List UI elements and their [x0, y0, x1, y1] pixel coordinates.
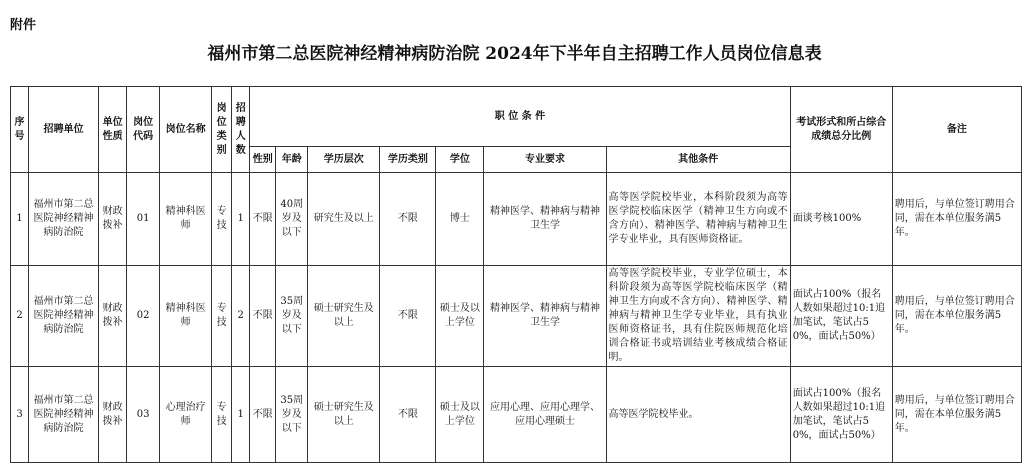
cell-degree: 博士: [436, 173, 484, 266]
table-row: [11, 173, 1022, 266]
cell-count: 1: [232, 367, 250, 463]
cell-category: 专技: [212, 367, 232, 463]
header-major: 专业要求: [484, 147, 606, 173]
cell-degree: 硕士及以上学位: [436, 266, 484, 367]
cell-remark: 聘用后，与单位签订聘用合同，需在本单位服务满5年。: [892, 367, 1021, 463]
cell-remark: 聘用后，与单位签订聘用合同，需在本单位服务满5年。: [892, 266, 1021, 367]
cell-edu-type: 不限: [380, 367, 436, 463]
cell-age: 35周岁及以下: [276, 266, 308, 367]
table-row: [11, 367, 1022, 463]
cell-exam: 面谈考核100%: [790, 173, 892, 266]
cell-count: 1: [232, 173, 250, 266]
header-seq: 序号: [11, 87, 29, 173]
cell-exam: 面试占100%（报名人数如果超过10:1追加笔试，笔试占50%，面试占50%）: [790, 367, 892, 463]
cell-exam: 面试占100%（报名人数如果超过10:1追加笔试，笔试占50%，面试占50%）: [790, 266, 892, 367]
header-age: 年龄: [276, 147, 308, 173]
cell-unit: 福州市第二总医院神经精神病防治院: [29, 266, 99, 367]
cell-nature: 财政拨补: [99, 367, 127, 463]
cell-post: 心理治疗师: [160, 367, 212, 463]
header-post: 岗位名称: [160, 87, 212, 173]
cell-post: 精神科医师: [160, 266, 212, 367]
cell-edu-type: 不限: [380, 266, 436, 367]
header-edu-type: 学历类别: [380, 147, 436, 173]
cell-count: 2: [232, 266, 250, 367]
cell-remark: 聘用后，与单位签订聘用合同，需在本单位服务满5年。: [892, 173, 1021, 266]
cell-seq: 1: [11, 173, 29, 266]
cell-major: 应用心理、应用心理学、应用心理硕士: [484, 367, 606, 463]
cell-age: 35周岁及以下: [276, 367, 308, 463]
header-code: 岗位代码: [127, 87, 160, 173]
header-exam: 考试形式和所占综合成绩总分比例: [790, 87, 892, 173]
cell-seq: 2: [11, 266, 29, 367]
cell-edu-level: 研究生及以上: [308, 173, 380, 266]
cell-edu-level: 硕士研究生及以上: [308, 266, 380, 367]
header-nature: 单位性质: [99, 87, 127, 173]
cell-code: 03: [127, 367, 160, 463]
recruitment-table: [10, 86, 1022, 463]
cell-category: 专技: [212, 266, 232, 367]
cell-major: 精神医学、精神病与精神卫生学: [484, 266, 606, 367]
page-title: 福州市第二总医院神经精神病防治院 2024年下半年自主招聘工作人员岗位信息表: [207, 44, 822, 64]
header-edu-level: 学历层次: [308, 147, 380, 173]
cell-gender: 不限: [250, 173, 276, 266]
cell-gender: 不限: [250, 367, 276, 463]
header-unit: 招聘单位: [29, 87, 99, 173]
header-remark: 备注: [892, 87, 1021, 173]
cell-other: 高等医学院校毕业，专业学位硕士，本科阶段须为高等医学院校临床医学（精神卫生方向或不含方向）、精神医学、精神病与精神卫生学专业毕业，具有执业医师资格证书，具有住院医师规范化培训合格证书或培训结业考核成绩合格证明。: [606, 266, 790, 367]
cell-code: 02: [127, 266, 160, 367]
cell-code: 01: [127, 173, 160, 266]
cell-unit: 福州市第二总医院神经精神病防治院: [29, 367, 99, 463]
header-gender: 性别: [250, 147, 276, 173]
cell-post: 精神科医师: [160, 173, 212, 266]
cell-gender: 不限: [250, 266, 276, 367]
cell-unit: 福州市第二总医院神经精神病防治院: [29, 173, 99, 266]
cell-nature: 财政拨补: [99, 266, 127, 367]
header-other: 其他条件: [606, 147, 790, 173]
header-count: 招聘人数: [232, 87, 250, 173]
header-category: 岗位类别: [212, 87, 232, 173]
cell-other: 高等医学院校毕业。: [606, 367, 790, 463]
header-conditions: 职 位 条 件: [250, 87, 790, 147]
attachment-label: 附件: [10, 18, 37, 33]
cell-edu-type: 不限: [380, 173, 436, 266]
cell-nature: 财政拨补: [99, 173, 127, 266]
table-row: [11, 266, 1022, 367]
cell-edu-level: 硕士研究生及以上: [308, 367, 380, 463]
cell-major: 精神医学、精神病与精神卫生学: [484, 173, 606, 266]
cell-degree: 硕士及以上学位: [436, 367, 484, 463]
cell-age: 40周岁及以下: [276, 173, 308, 266]
cell-category: 专技: [212, 173, 232, 266]
cell-seq: 3: [11, 367, 29, 463]
header-degree: 学位: [436, 147, 484, 173]
cell-other: 高等医学院校毕业，本科阶段须为高等医学院校临床医学（精神卫生方向或不含方向）、精神医学、精神病与精神卫生学专业毕业，具有医师资格证。: [606, 173, 790, 266]
